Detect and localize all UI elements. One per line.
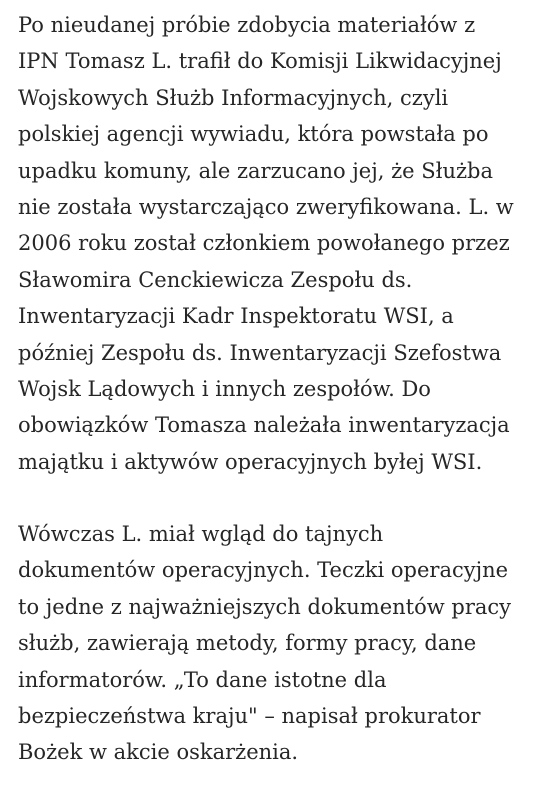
paragraph-1 [18,0,528,480]
text-line: nie została wystarczająco zweryfikowana. L. w [18,194,514,219]
text-line: 2006 roku został członkiem powołanego przez [18,231,510,256]
text-line: służb, zawierają metody, formy pracy, dane [18,631,477,656]
text-line: bezpieczeństwa kraju" – napisał prokurator [18,704,481,729]
text-line: Po nieudanej próbie zdobycia materiałów z [18,13,476,37]
text-line: polskiej agencji wywiadu, która powstała po [18,122,489,147]
text-line: IPN Tomasz L. trafił do Komisji Likwidacyjnej [18,49,502,74]
text-line: Wojsk Lądowych i innych zespołów. Do [18,376,431,401]
text-line: Wówczas L. miał wgląd do tajnych [18,522,384,547]
text-line: obowiązków Tomasza należała inwentaryzacja [18,413,510,438]
text-line: upadku komuny, ale zarzucano jej, że Służba [18,158,494,183]
text-line: informatorów. „To dane istotne dla [18,667,387,692]
text-line: majątku i aktywów operacyjnych byłej WSI. [18,449,483,474]
text-line: Bożek w akcie oskarżenia. [18,740,299,765]
paragraph-2 [18,516,528,771]
text-line: dokumentów operacyjnych. Teczki operacyjne [18,558,509,583]
text-line: później Zespołu ds. Inwentaryzacji Szefostwa [18,340,502,365]
text-line: Inwentaryzacji Kadr Inspektoratu WSI, a [18,304,454,329]
article-body [18,0,528,771]
text-line: Wojskowych Służb Informacyjnych, czyli [18,85,449,110]
text-line: to jedne z najważniejszych dokumentów pracy [18,594,512,619]
text-line: Sławomira Cenckiewicza Zespołu ds. [18,267,413,292]
